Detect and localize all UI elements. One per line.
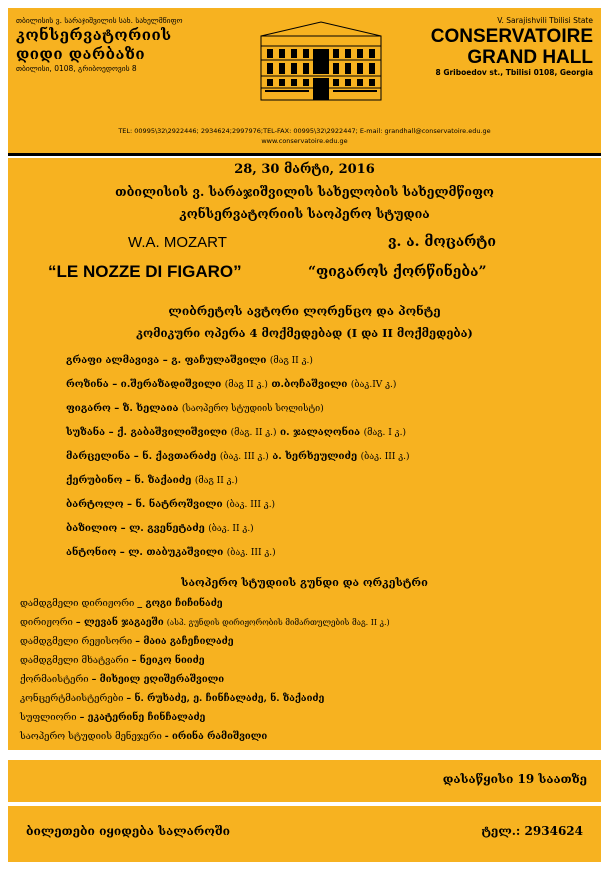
header-left-title-2: დიდი დარბაზი: [16, 45, 146, 63]
header: [8, 8, 601, 153]
website-link[interactable]: www.conservatoire.edu.ge: [261, 137, 348, 145]
contact-line: TEL: 00995\32\2922446; 2934624;2997976;TEL-FAX: 00995\32\2922447; E-mail: grandhall@conservatoire.edu.ge: [118, 127, 491, 135]
header-left: [16, 16, 226, 74]
phone-number: ტელ.: 2934624: [481, 824, 583, 838]
libretto-line: ლიბრეტოს ავტორი ლორენცო და პონტე: [168, 304, 441, 318]
ensemble-title: საოპერო სტუდიის გუნდი და ორკესტრი: [181, 576, 428, 589]
staff-row: კონცერტმაისტერები – ნ. რუხაძე, ე. ჩინჩალაძე, ნ. ზაქაიძე: [20, 693, 325, 704]
cast-row: სუზანა – ქ. გაბაშვილიშვილი (მაგ. II კ.) ი. ჯალაღონია (მაგ. I კ.): [66, 427, 406, 438]
header-right-subtitle: V. Sarajishvili Tbilisi State: [497, 16, 593, 25]
cast-row: ქერუბინო – ნ. ზაქაიძე (მაგ II კ.): [66, 475, 238, 486]
header-left-address: თბილისი, 0108, გრიბოედოვის 8: [16, 64, 137, 73]
start-time-band: [8, 760, 601, 802]
header-left-subtitle: თბილისის ვ. სარაჯიშვილის სახ. სახელმწიფო: [16, 16, 183, 25]
organizer-line-2: კონსერვატორიის საოპერო სტუდია: [179, 206, 430, 221]
composer-latin: W.A. MOZART: [128, 234, 227, 251]
header-divider: [8, 153, 601, 156]
conservatoire-building-icon: [251, 16, 391, 102]
header-right-title-2: GRAND HALL: [467, 47, 593, 68]
opera-title-georgian: “ფიგაროს ქორწინება”: [308, 264, 487, 280]
staff-row: დამდგმელი მხატვარი – ნეიკო ნიიძე: [20, 655, 205, 666]
staff-row: დირიჟორი – ლევან ჯაგაეში (ასპ. გუნდის დირიჟორობის მიმართულების მაგ. II კ.): [20, 617, 390, 628]
contact-block: [8, 126, 601, 146]
staff-row: სუფლიორი – ეკატერინე ჩინჩალაძე: [20, 712, 206, 723]
cast-row: მარცელინა – ნ. ქავთარაძე (ბაკ. III კ.) ა. ხერხეულიძე (ბაკ. III კ.): [66, 451, 410, 462]
opera-title-latin: “LE NOZZE DI FIGARO”: [48, 262, 242, 281]
composer-georgian: ვ. ა. მოცარტი: [388, 234, 496, 250]
cast-row: გრაფი ალმავივა – გ. ფაჩულაშვილი (მაგ II კ.): [66, 355, 313, 366]
white-separator: [8, 750, 601, 760]
staff-row: საოპერო სტუდიის მენეჯერი - ირინა რამიშვილი: [20, 731, 268, 742]
footer: [8, 806, 601, 862]
header-right-address: 8 Griboedov st., Tbilisi 0108, Georgia: [435, 68, 593, 77]
cast-row: ბარტოლო – ნ. ნატროშვილი (ბაკ. III კ.): [66, 499, 276, 510]
cast-row: ანტონიო – ლ. თაბუკაშვილი (ბაკ. III კ.): [66, 547, 276, 558]
tickets-info: ბილეთები იყიდება სალაროში: [26, 824, 230, 838]
header-right-title-1: CONSERVATOIRE: [430, 26, 593, 47]
event-dates: 28, 30 მარტი, 2016: [234, 162, 375, 177]
organizer-line-1: თბილისის ვ. სარაჯიშვილის სახელობის სახელმწიფო: [115, 184, 494, 199]
cast-row: ფიგარო – ზ. ხელაია (საოპერო სტუდიის სოლისტი): [66, 403, 324, 414]
cast-row: როზინა – ი.შერაზადიშვილი (მაგ II კ.) თ.ბოჩაშვილი (ბაკ.IV კ.): [66, 379, 397, 390]
staff-row: დამდგმელი რეჟისორი – მაია გაჩეჩილაძე: [20, 636, 234, 647]
main-content: [8, 158, 601, 750]
header-left-title-1: კონსერვატორიის: [16, 26, 172, 44]
staff-row: დამდგმელი დირიჟორი _ გოგი ჩიჩინაძე: [20, 598, 223, 609]
header-right: [393, 16, 593, 78]
staff-row: ქორმაისტერი – მიხეილ ეღიშერაშვილი: [20, 674, 225, 685]
start-time: დასაწყისი 19 საათზე: [442, 772, 587, 786]
genre-line: კომიკური ოპერა 4 მოქმედებად (I და II მოქმედება): [136, 326, 473, 340]
cast-row: ბაზილიო – ლ. გვენეტაძე (ბაკ. II კ.): [66, 523, 254, 534]
